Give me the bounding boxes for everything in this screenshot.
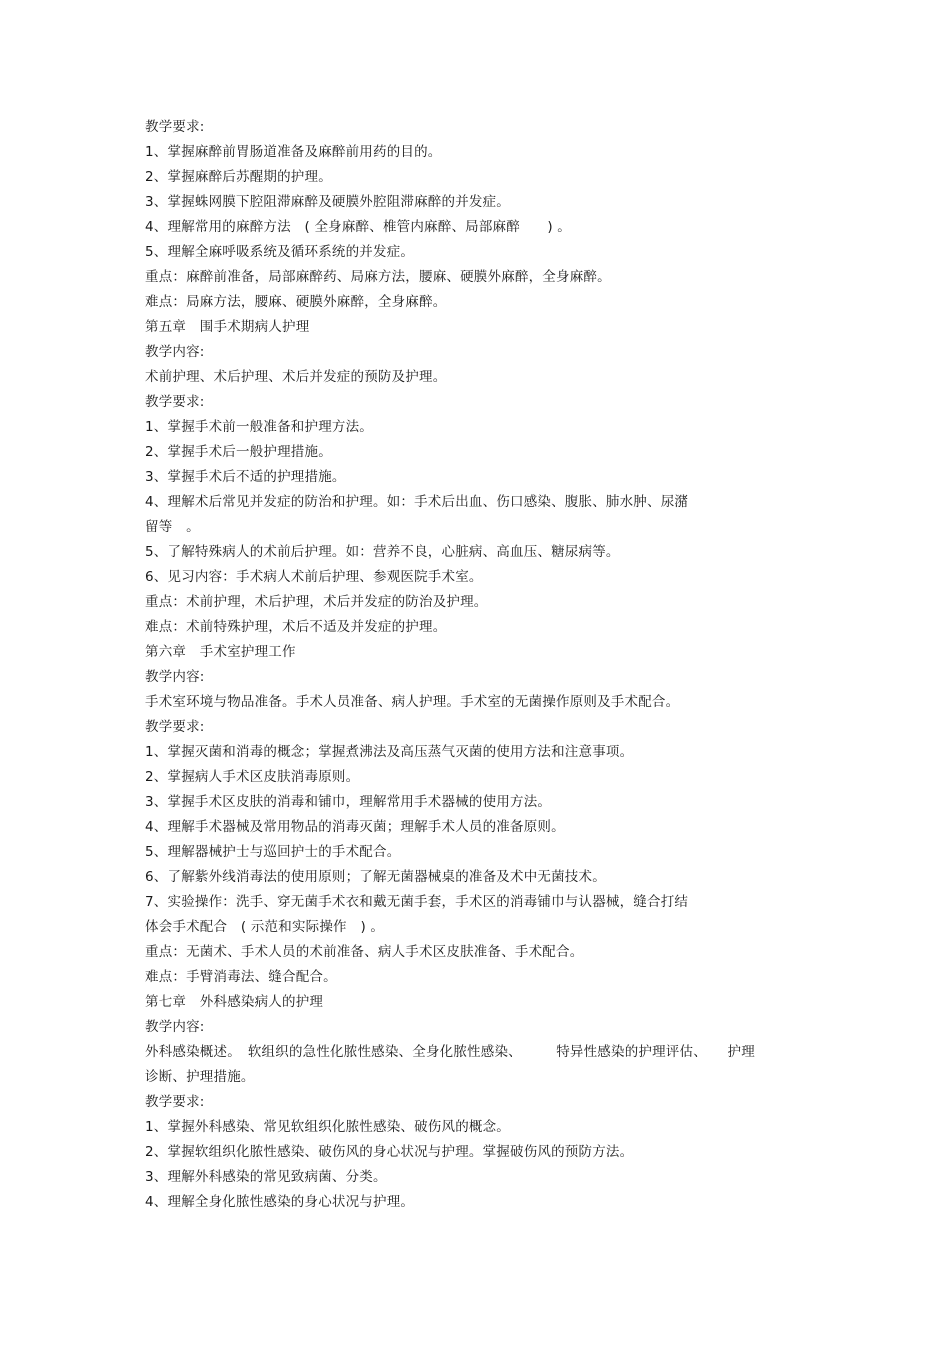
text-line: 4、理解术后常见并发症的防治和护理。如：手术后出血、伤口感染、腹胀、肺水肿、尿潴 (145, 494, 689, 510)
key-points: 重点：无菌术、手术人员的术前准备、病人手术区皮肤准备、手术配合。 (145, 944, 584, 960)
text-line: 手术室环境与物品准备。手术人员准备、病人护理。手术室的无菌操作原则及手术配合。 (145, 694, 680, 710)
difficult-points: 难点：手臂消毒法、缝合配合。 (145, 969, 337, 985)
text-line: 1、掌握麻醉前胃肠道准备及麻醉前用药的目的。 (145, 144, 442, 160)
text-line: 体会手术配合 ( 示范和实际操作 ) 。 (145, 919, 385, 935)
text-line: 1、掌握手术前一般准备和护理方法。 (145, 419, 373, 435)
text-line: 2、掌握病人手术区皮肤消毒原则。 (145, 769, 360, 785)
text-line: 教学要求: (145, 1094, 205, 1110)
document-body (145, 115, 815, 1215)
difficult-points: 难点：局麻方法，腰麻、硬膜外麻醉，全身麻醉。 (145, 294, 447, 310)
text-line: 5、理解全麻呼吸系统及循环系统的并发症。 (145, 244, 415, 260)
text-line: 教学内容: (145, 669, 205, 685)
text-line: 7、实验操作：洗手、穿无菌手术衣和戴无菌手套，手术区的消毒铺巾与认器械，缝合打结 (145, 894, 689, 910)
text-line: 3、掌握蛛网膜下腔阻滞麻醉及硬膜外腔阻滞麻醉的并发症。 (145, 194, 510, 210)
key-points: 重点：麻醉前准备，局部麻醉药、局麻方法，腰麻、硬膜外麻醉，全身麻醉。 (145, 269, 611, 285)
text-line: 3、理解外科感染的常见致病菌、分类。 (145, 1169, 387, 1185)
text-line: 教学内容: (145, 1019, 205, 1035)
text-line: 教学要求: (145, 719, 205, 735)
text-line: 5、理解器械护士与巡回护士的手术配合。 (145, 844, 401, 860)
text-line: 外科感染概述。 软组织的急性化脓性感染、全身化脓性感染、 特异性感染的护理评估、 护理 (145, 1044, 755, 1060)
text-line: 4、理解常用的麻醉方法 ( 全身麻醉、椎管内麻醉、局部麻醉 ) 。 (145, 219, 572, 235)
text-line: 教学要求: (145, 394, 205, 410)
text-line: 3、掌握手术区皮肤的消毒和铺巾，理解常用手术器械的使用方法。 (145, 794, 552, 810)
text-line: 4、理解全身化脓性感染的身心状况与护理。 (145, 1194, 415, 1210)
text-line: 术前护理、术后护理、术后并发症的预防及护理。 (145, 369, 447, 385)
text-line: 教学要求: (145, 119, 205, 135)
chapter-heading: 第七章 外科感染病人的护理 (145, 994, 324, 1010)
text-line: 留等 。 (145, 519, 200, 535)
text-line: 1、掌握灭菌和消毒的概念；掌握煮沸法及高压蒸气灭菌的使用方法和注意事项。 (145, 744, 634, 760)
text-line: 1、掌握外科感染、常见软组织化脓性感染、破伤风的概念。 (145, 1119, 510, 1135)
text-line: 6、见习内容：手术病人术前后护理、参观医院手术室。 (145, 569, 483, 585)
chapter-heading: 第五章 围手术期病人护理 (145, 319, 310, 335)
text-line: 2、掌握软组织化脓性感染、破伤风的身心状况与护理。掌握破伤风的预防方法。 (145, 1144, 634, 1160)
text-line: 4、理解手术器械及常用物品的消毒灭菌；理解手术人员的准备原则。 (145, 819, 565, 835)
difficult-points: 难点：术前特殊护理，术后不适及并发症的护理。 (145, 619, 447, 635)
chapter-heading: 第六章 手术室护理工作 (145, 644, 296, 660)
text-line: 2、掌握手术后一般护理措施。 (145, 444, 332, 460)
text-line: 教学内容: (145, 344, 205, 360)
text-line: 5、了解特殊病人的术前后护理。如：营养不良，心脏病、高血压、糖尿病等。 (145, 544, 620, 560)
text-line: 2、掌握麻醉后苏醒期的护理。 (145, 169, 332, 185)
text-line: 诊断、护理措施。 (145, 1069, 255, 1085)
text-line: 6、了解紫外线消毒法的使用原则；了解无菌器械桌的准备及术中无菌技术。 (145, 869, 606, 885)
text-line: 3、掌握手术后不适的护理措施。 (145, 469, 346, 485)
key-points: 重点：术前护理，术后护理，术后并发症的防治及护理。 (145, 594, 488, 610)
